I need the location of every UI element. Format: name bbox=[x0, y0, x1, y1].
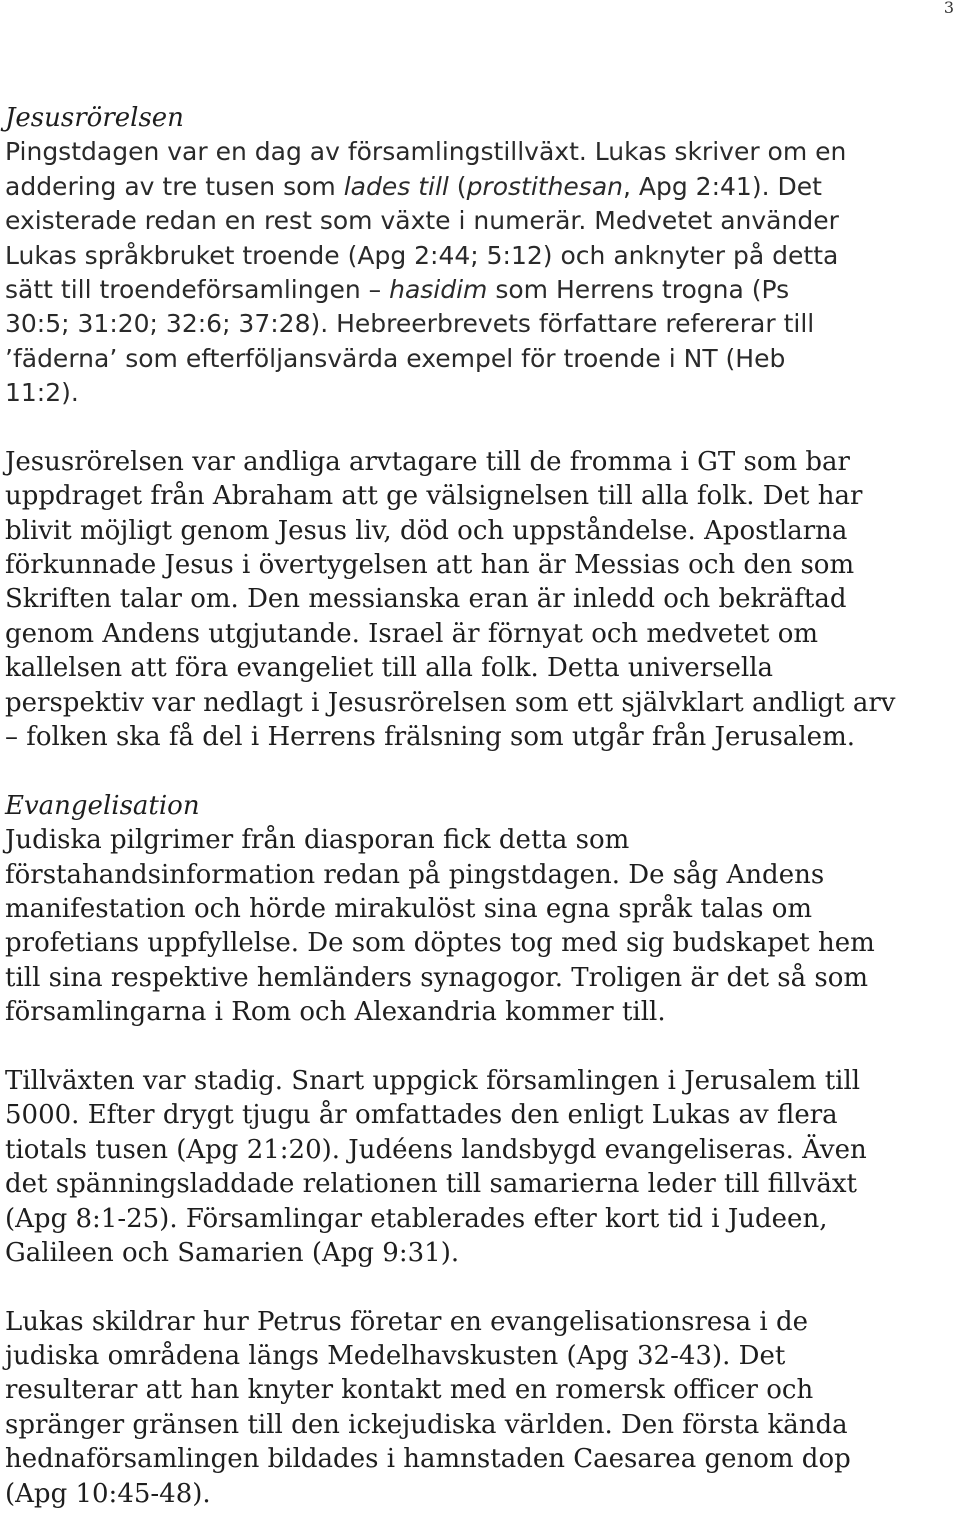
text-line: perspektiv var nedlagt i Jesusrörelsen som ett självklart andligt arv bbox=[5, 687, 896, 718]
text-line: profetians uppfyllelse. De som döptes tog med sig budskapet hem bbox=[5, 928, 875, 959]
text-line: församlingarna i Rom och Alexandria kommer till. bbox=[5, 997, 666, 1028]
paragraph bbox=[5, 445, 950, 755]
text-run: addering av tre tusen som bbox=[5, 171, 344, 201]
text-line: tiotals tusen (Apg 21:20). Judéens landsbygd evangeliseras. Även bbox=[5, 1134, 867, 1165]
text-line: Lukas skildrar hur Petrus företar en evangelisationsresa i de bbox=[5, 1306, 808, 1337]
text-run: ( bbox=[448, 171, 467, 201]
text-run: , Apg 2:41). Det bbox=[623, 171, 822, 201]
text-line: judiska områdena längs Medelhavskusten (Apg 32-43). Det bbox=[5, 1341, 786, 1372]
text-run: sätt till troendeförsamlingen – bbox=[5, 274, 390, 304]
paragraph bbox=[5, 1305, 950, 1511]
text-line: Skriften talar om. Den messianska eran är inledd och bekräftad bbox=[5, 584, 847, 615]
text-line: (Apg 10:45-48). bbox=[5, 1478, 211, 1509]
text-line: ’fäderna’ som efterföljansvärda exempel för troende i NT (Heb bbox=[5, 343, 786, 373]
text-line: Tillväxten var stadig. Snart uppgick församlingen i Jerusalem till bbox=[5, 1065, 861, 1096]
text-line: Galileen och Samarien (Apg 9:31). bbox=[5, 1237, 460, 1268]
text-run: som Herrens trogna (Ps bbox=[487, 274, 790, 304]
text-line: resulterar att han knyter kontakt med en romersk officer och bbox=[5, 1375, 814, 1406]
text-line bbox=[5, 273, 789, 307]
text-line: förstahandsinformation redan på pingstdagen. De såg Andens bbox=[5, 859, 825, 890]
paragraph-spacer bbox=[5, 754, 950, 788]
section-heading-jesusrorelsen: Jesusrörelsen bbox=[5, 103, 184, 133]
text-line: Jesusrörelsen var andliga arvtagare till de fromma i GT som bar bbox=[5, 446, 850, 477]
paragraph-spacer bbox=[5, 1030, 950, 1064]
text-line: 30:5; 31:20; 32:6; 37:28). Hebreerbrevets författare refererar till bbox=[5, 309, 815, 339]
text-line: genom Andens utgjutande. Israel är förnyat och medvetet om bbox=[5, 618, 819, 649]
text-line: uppdraget från Abraham att ge välsignelsen till alla folk. Det har bbox=[5, 481, 863, 512]
text-line bbox=[5, 170, 822, 204]
page-number: 3 bbox=[943, 0, 954, 17]
paragraph bbox=[5, 823, 950, 1029]
paragraph bbox=[5, 1064, 950, 1270]
italic-term: lades till bbox=[343, 171, 449, 201]
text-line: existerade redan en rest som växte i numerär. Medvetet använder bbox=[5, 206, 839, 236]
italic-term: hasidim bbox=[389, 274, 488, 304]
text-line: 11:2). bbox=[5, 378, 79, 408]
text-line: (Apg 8:1-25). Församlingar etablerades efter kort tid i Judeen, bbox=[5, 1203, 828, 1234]
text-line: förkunnade Jesus i övertygelsen att han är Messias och den som bbox=[5, 550, 855, 581]
text-line: hednaförsamlingen bildades i hamnstaden Caesarea genom dop bbox=[5, 1444, 851, 1475]
paragraph bbox=[5, 135, 950, 410]
document-body bbox=[5, 101, 950, 1511]
text-line: manifestation och hörde mirakulöst sina egna språk talas om bbox=[5, 893, 813, 924]
text-line: spränger gränsen till den ickejudiska världen. Den första kända bbox=[5, 1409, 848, 1440]
text-line: blivit möjligt genom Jesus liv, död och uppståndelse. Apostlarna bbox=[5, 515, 848, 546]
text-line: till sina respektive hemländers synagogor. Troligen är det så som bbox=[5, 962, 869, 993]
text-line: det spänningsladdade relationen till samarierna leder till fillväxt bbox=[5, 1169, 857, 1200]
text-line: Lukas språkbruket troende (Apg 2:44; 5:12) och anknyter på detta bbox=[5, 240, 839, 270]
text-line: 5000. Efter drygt tjugu år omfattades den enligt Lukas av flera bbox=[5, 1100, 838, 1131]
text-line: – folken ska få del i Herrens frälsning som utgår från Jerusalem. bbox=[5, 722, 855, 753]
text-line: kallelsen att föra evangeliet till alla folk. Detta universella bbox=[5, 653, 774, 684]
paragraph-spacer bbox=[5, 1270, 950, 1304]
text-line: Judiska pilgrimer från diasporan fick detta som bbox=[5, 825, 630, 856]
text-line: Pingstdagen var en dag av församlingstillväxt. Lukas skriver om en bbox=[5, 137, 847, 167]
section-heading-evangelisation: Evangelisation bbox=[5, 790, 200, 821]
italic-term: prostithesan bbox=[466, 171, 623, 201]
paragraph-spacer bbox=[5, 411, 950, 445]
